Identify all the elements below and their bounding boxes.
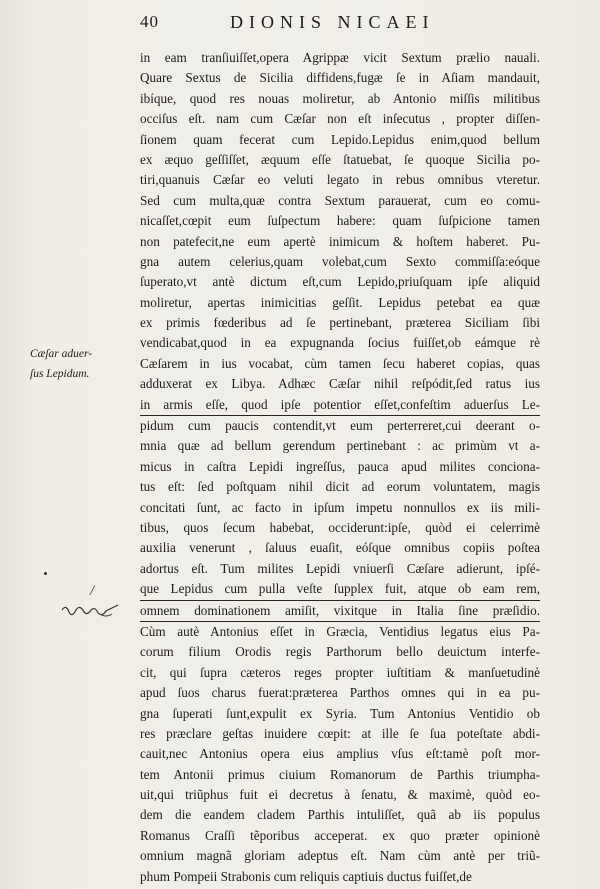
text-line: auxilia venerunt , ſaluus euaſit, eóſque omnibus copiis poſtea xyxy=(140,540,540,556)
margin-note-line-2: ſus Lepidum. xyxy=(30,368,90,380)
text-line: uit,qui triũphus fuit ei decretus à ſenatu, & maximè, quòd eo- xyxy=(140,787,540,803)
text-line: nicaſſet,cœpit eum ſuſpectum habere: quam ſuſpicione tamen xyxy=(140,213,540,229)
text-line: vendicabat,quod in ea expugnanda ſocius fuiſſet,ob eámque rè xyxy=(140,335,540,351)
text-line: Sed cum multa,quæ contra Sextum parauerat, cum eo comu- xyxy=(140,192,540,208)
running-title: DIONIS NICAEI xyxy=(230,12,435,32)
page-number: 40 xyxy=(140,12,159,31)
handwritten-slash: / xyxy=(90,583,95,599)
text-line: apud ſuos charus fuerat:præterea Parthos omnes qui in ea pu- xyxy=(140,685,540,701)
text-line: dem die eandem cladem Parthis intuliſſet, quã ab iis populus xyxy=(140,807,540,823)
text-line: pidum cum paucis contendit,vt eum perterreret,cui deerant o- xyxy=(140,418,540,434)
text-line: tibus, quos ſecum habebat, occiderunt:ipſe, quòd ei celerrimè xyxy=(140,519,540,535)
text-line: cauit,nec Antonius opera eius amplius vſus eſt:tamè poſt mor- xyxy=(140,746,540,762)
text-line: res præclare geſtas inuidere cœpit: at ille ſe ſua poteſtate abdi- xyxy=(140,725,540,741)
handwritten-annotation xyxy=(60,602,120,626)
text-line: occiſus eſt. nam cum Cæſar non eſt inſecutus , propter diſſen- xyxy=(140,111,540,127)
text-line-underlined: omnem dominationem amiſit, vixitque in Italia ſine præſidio. xyxy=(140,601,540,622)
margin-dot xyxy=(44,572,47,575)
text-line: Quare Sextus de Sicilia diffidens,fugæ ſe in Aſiam mandauit, xyxy=(140,70,540,86)
text-line: tus eſt: ſed poſtquam nihil dicit ad eorum voluntatem, magis xyxy=(140,479,540,495)
body-text xyxy=(140,48,540,887)
text-line: cit, qui ſupra cæteros reges propter iuſtitiam & manſuetudinè xyxy=(140,664,540,680)
text-line: adduxerat ex Libya. Adhæc Cæſar nihil reſpódit,ſed ratus ius xyxy=(140,376,540,392)
text-line: moliretur, apertas inimicitias geſſit. Lepidus petebat ea quæ xyxy=(140,294,540,310)
text-line: Cæſarem in ius vocabat, cùm tamen ſecu haberet copias, quas xyxy=(140,355,540,371)
page-header xyxy=(0,8,600,38)
handwritten-scribble xyxy=(60,602,120,622)
text-line: micus in caſtra Lepidi ingreſſus, pauca apud milites conciona- xyxy=(140,458,540,474)
text-line: Romanus Craſſi tẽporibus acceperat. ex quo præter opinionè xyxy=(140,827,540,843)
text-line: non patefecit,ne eum apertè inimicum & hoſtem haberet. Pu- xyxy=(140,233,540,249)
text-line: mnia quæ ad bellum gerendum pertinebant : ac primùm vt a- xyxy=(140,438,540,454)
text-line-underlined: que Lepidus cum pulla veſte ſupplex fuit, atque ob eam rem, xyxy=(140,579,540,600)
text-line: Cùm autè Antonius eſſet in Græcia, Ventidius legatus eius Pa- xyxy=(140,623,540,639)
text-line: ex æquo geſſiſſet, æquum eſſe ſtatuebat, ſe quoque Sicilia po- xyxy=(140,151,540,167)
text-line: phum Pompeii Strabonis cum reliquis captiuis ductus fuiſſet,de xyxy=(140,868,472,884)
text-line: ſuperato,vt antè dictum eſt,cum Lepido,priuſquam ipſe aliquid xyxy=(140,274,540,290)
margin-note-caesar xyxy=(30,344,92,384)
text-line: adortus eſt. Tum milites Lepidi vniuerſi Cæſare adierunt, ipſé- xyxy=(140,560,540,576)
text-line-underlined: in armis eſſe, quod ipſe potentior eſſet,confeſtim aduerſus Le- xyxy=(140,395,540,416)
text-line: omnium magnã gloriam adeptus eſt. Nam cùm antè per triũ- xyxy=(140,848,540,864)
text-line: concitati ſunt, ac facto in ipſum impetu nonnullos ex iis mili- xyxy=(140,499,540,515)
text-line: gna autem celerius,quam volebat,cum Sexto commiſſa:eóque xyxy=(140,253,540,269)
text-line: ex primis fœderibus ad ſe pertinebant, præterea Siciliam ſibi xyxy=(140,315,540,331)
text-line: gna ſuperati ſunt,expulit ex Syria. Tum Antonius Ventidio ob xyxy=(140,705,540,721)
text-line: tem Antonii primus ciuium Romanorum de Parthis triumpha- xyxy=(140,766,540,782)
text-line: corum filium Orodis regis Parthorum bello deuictum interfe- xyxy=(140,644,540,660)
text-line: ſionem quam fecerat cum Lepido.Lepidus enim,quod bellum xyxy=(140,131,540,147)
text-line: tiri,quanuis Cæſar eo veluti legato in rebus omnibus vteretur. xyxy=(140,172,540,188)
text-line: ibíque, quod res nouas moliretur, ab Antonio miſſis militibus xyxy=(140,90,540,106)
text-line: in eam tranſiuiſſet,opera Agrippæ vicit Sextum prælio nauali. xyxy=(140,50,540,65)
margin-note-line-1: Cæſar aduer- xyxy=(30,348,93,360)
